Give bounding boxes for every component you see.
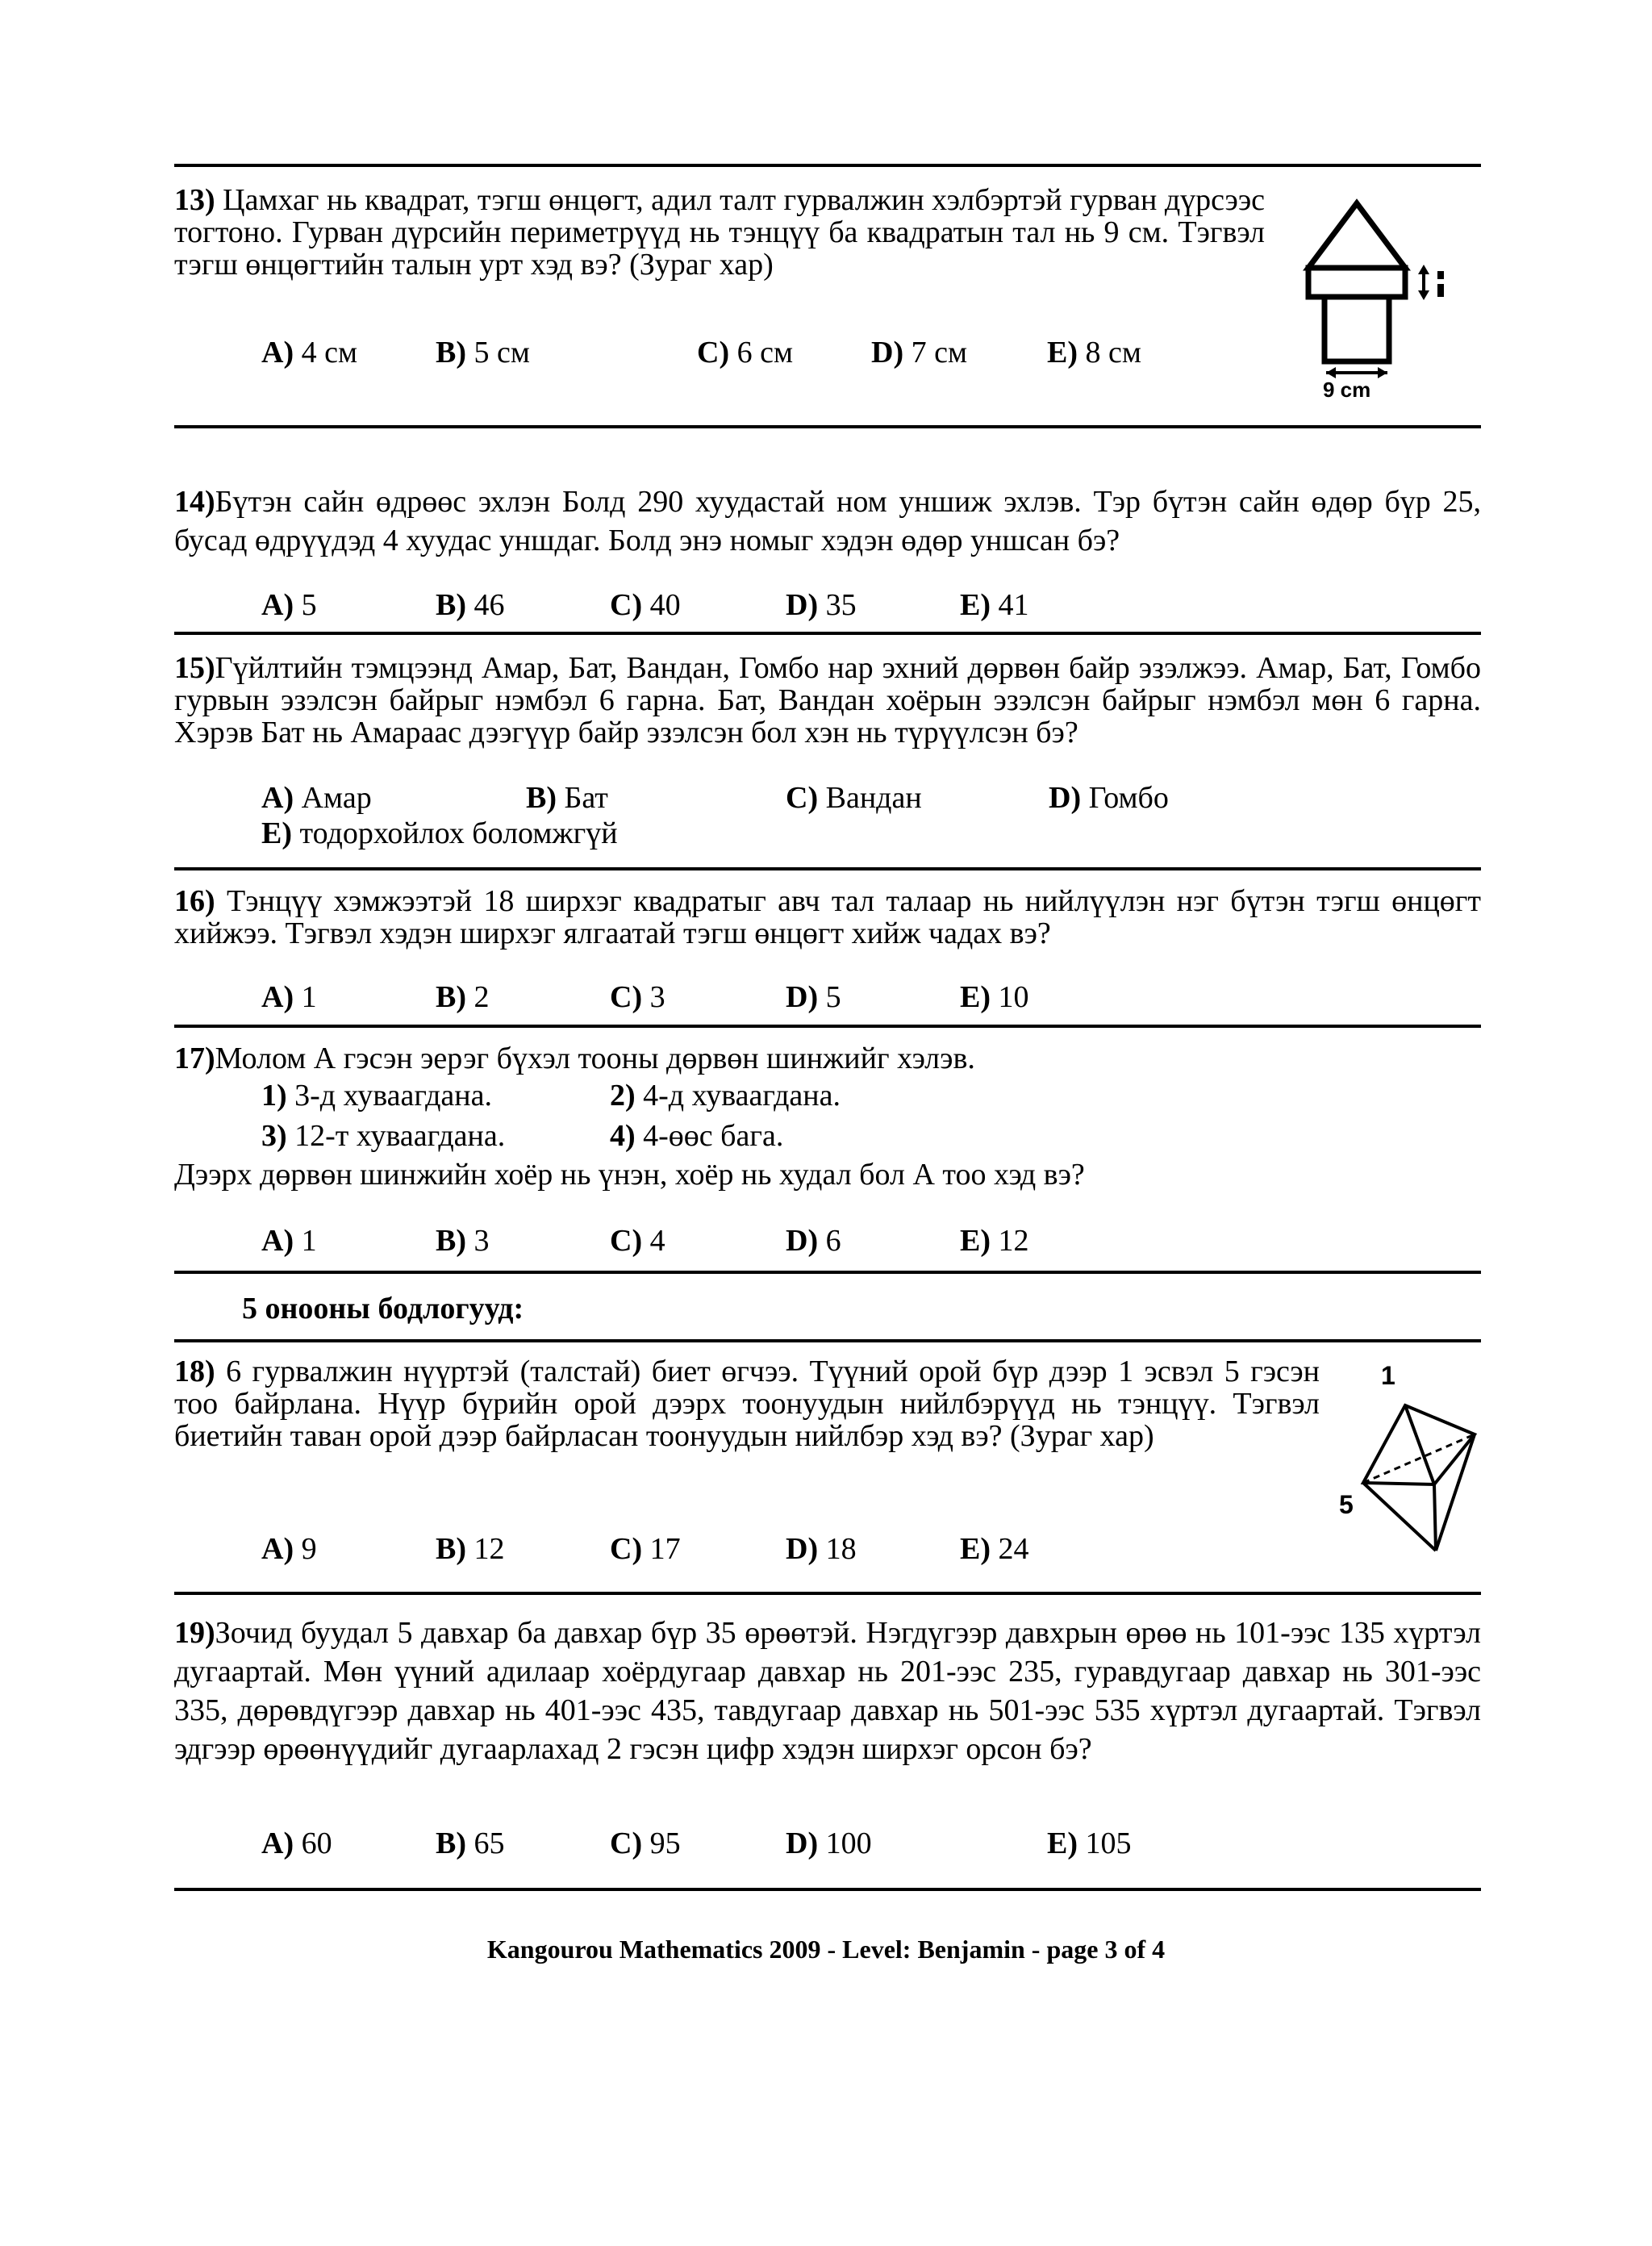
option-e: E) 12 <box>960 1224 1029 1258</box>
option-c: C) Вандан <box>786 781 922 815</box>
section-title: 5 оноoны бодлогууд: <box>242 1292 524 1325</box>
option-d: D) 6 <box>786 1224 841 1258</box>
question-number: 17) <box>174 1042 215 1075</box>
option-d: D) 5 <box>786 980 841 1014</box>
question-number: 19) <box>174 1616 215 1650</box>
question-19 <box>174 1614 1481 1768</box>
option-e: E) 41 <box>960 588 1029 622</box>
arrow-head-up <box>1418 265 1429 274</box>
option-d: D) 7 см <box>871 336 968 369</box>
divider <box>174 425 1481 428</box>
statement-3: 3) 12-т хуваагдана. <box>261 1119 506 1153</box>
width-label: 9 cm <box>1323 378 1371 402</box>
option-b: B) 2 <box>436 980 490 1014</box>
question-text: Цамхаг нь квадрат, тэгш өнцөгт, адил талт гурвалжин хэлбэртэй гурван дүрсээс тогтоно. Гурван дүрсийн периметрүүд нь тэнцүү ба квадратын тал нь 9 см. Тэгвэл тэгш өнцөгтийн талын урт хэд вэ? (Зураг хар) <box>174 183 1265 282</box>
edge <box>1363 1483 1436 1551</box>
arrow-head-right <box>1378 367 1387 378</box>
option-b: B) 12 <box>436 1532 505 1566</box>
vertex-label-left: 5 <box>1339 1490 1354 1519</box>
option-d: D) 35 <box>786 588 857 622</box>
question-14 <box>174 482 1481 560</box>
question-text: Молом А гэсэн эерэг бүхэл тооны дөрвөн шинжийг хэлэв. <box>215 1042 975 1075</box>
question-number: 16) <box>174 884 215 918</box>
option-c: C) 3 <box>610 980 665 1014</box>
question-text: Зочид буудал 5 давхар ба давхар бүр 35 өрөөтэй. Нэгдүгээр давхрын өрөө нь 101-ээс 135 хүртэл дугаартай. Мөн үүний адилаар хоёрдугаар давхар нь 201-ээс 235, гуравдугаар давхар нь 301-ээс 335, дөрөвдүгээр давхар нь 401-ээс 435, тавдугаар давхар нь 501-ээс 535 хүртэл дугаартай. Тэгвэл эдгээр өрөөнүүдийг дугаарлахад 2 гэсэн цифр хэдэн ширхэг орсон бэ? <box>174 1616 1481 1766</box>
option-a: A) 1 <box>261 1224 317 1258</box>
question-text: Тэнцүү хэмжээтэй 18 ширхэг квадратыг авч тал талаар нь нийлүүлэн нэг бүтэн тэгш өнцөгт хийжээ. Тэгвэл хэдэн ширхэг ялгаатай тэгш өнцөгт хийж чадах вэ? <box>174 884 1481 950</box>
option-d: D) 100 <box>786 1826 872 1860</box>
option-c: C) 6 см <box>697 336 794 369</box>
vertex-label-top: 1 <box>1381 1363 1395 1390</box>
question-number: 14) <box>174 485 215 519</box>
option-d: D) 18 <box>786 1532 857 1566</box>
rectangle-shape <box>1308 268 1405 297</box>
divider <box>174 1888 1481 1891</box>
question-18 <box>174 1355 1320 1452</box>
triangle-shape <box>1308 203 1405 268</box>
statement-4: 4) 4-өөс бага. <box>610 1119 784 1153</box>
mark <box>1437 271 1444 279</box>
option-a: A) 60 <box>261 1826 332 1860</box>
divider <box>174 1025 1481 1028</box>
mark <box>1437 284 1444 297</box>
option-c: C) 40 <box>610 588 681 622</box>
square-shape <box>1325 297 1389 361</box>
question-13 <box>174 184 1265 281</box>
divider <box>174 632 1481 635</box>
statement-1: 1) 3-д хуваагдана. <box>261 1079 492 1113</box>
option-e: E) 24 <box>960 1532 1029 1566</box>
question-number: 15) <box>174 651 215 685</box>
question-text-2: Дээрх дөрвөн шинжийн хоёр нь үнэн, хоёр нь худал бол А тоо хэд вэ? <box>174 1158 1085 1192</box>
question-15 <box>174 652 1481 749</box>
question-text: Бүтэн сайн өдрөөс эхлэн Болд 290 хуудастай ном уншиж эхлэв. Тэр бүтэн сайн өдөр бүр 25, бусад өдрүүдэд 4 хуудас уншдаг. Болд энэ номыг хэдэн өдөр уншсан бэ? <box>174 485 1481 557</box>
edge <box>1434 1484 1436 1551</box>
option-d: D) Гомбо <box>1049 781 1169 815</box>
option-c: C) 17 <box>610 1532 681 1566</box>
divider <box>174 1592 1481 1595</box>
option-b: B) 3 <box>436 1224 490 1258</box>
option-a: A) 4 см <box>261 336 358 369</box>
option-b: B) 5 см <box>436 336 530 369</box>
option-b: B) 46 <box>436 588 505 622</box>
option-c: C) 4 <box>610 1224 665 1258</box>
edge <box>1436 1434 1475 1551</box>
question-16 <box>174 885 1481 950</box>
arrow-head-down <box>1418 290 1429 300</box>
option-e: E) 10 <box>960 980 1029 1014</box>
question-number: 13) <box>174 183 215 217</box>
option-b: B) 65 <box>436 1826 505 1860</box>
option-a: A) 5 <box>261 588 317 622</box>
divider <box>174 1271 1481 1274</box>
arrow-head-left <box>1326 367 1336 378</box>
option-e: E) тодорхойлох боломжгүй <box>261 816 618 850</box>
divider <box>174 164 1481 167</box>
divider <box>174 1339 1481 1342</box>
option-c: C) 95 <box>610 1826 681 1860</box>
option-a: A) 9 <box>261 1532 317 1566</box>
question-17 <box>174 1041 1481 1076</box>
option-a: A) Амар <box>261 781 372 815</box>
option-b: B) Бат <box>526 781 608 815</box>
bipyramid-figure <box>1331 1363 1492 1565</box>
page-footer: Kangourou Mathematics 2009 - Level: Benjamin - page 3 of 4 <box>486 1935 1166 1964</box>
question-text: 6 гурвалжин нүүртэй (талстай) биет өгчээ. Түүний орой бүр дээр 1 эсвэл 5 гэсэн тоо байрлана. Нүүр бүрийн орой дээрх тоонуудын нийлбэрүүд нь тэнцүү. Тэгвэл биетийн таван орой дээр байрласан тоонуудын нийлбэр хэд вэ? (Зураг хар) <box>174 1355 1320 1453</box>
question-text: Гүйлтийн тэмцээнд Амар, Бат, Вандан, Гомбо нар эхний дөрвөн байр эзэлжээ. Амар, Бат, Гомбо гурвын эзэлсэн байрыг нэмбэл 6 гарна. Бат, Вандан хоёрын эзэлсэн байрыг нэмбэл мөн 6 гарна. Хэрэв Бат нь Амараас дээгүүр байр эзэлсэн бол хэн нь түрүүлсэн бэ? <box>174 651 1481 749</box>
option-e: E) 8 см <box>1047 336 1141 369</box>
divider <box>174 867 1481 870</box>
question-number: 18) <box>174 1355 215 1388</box>
tower-figure <box>1299 194 1460 403</box>
option-e: E) 105 <box>1047 1826 1132 1860</box>
statement-2: 2) 4-д хуваагдана. <box>610 1079 841 1113</box>
option-a: A) 1 <box>261 980 317 1014</box>
